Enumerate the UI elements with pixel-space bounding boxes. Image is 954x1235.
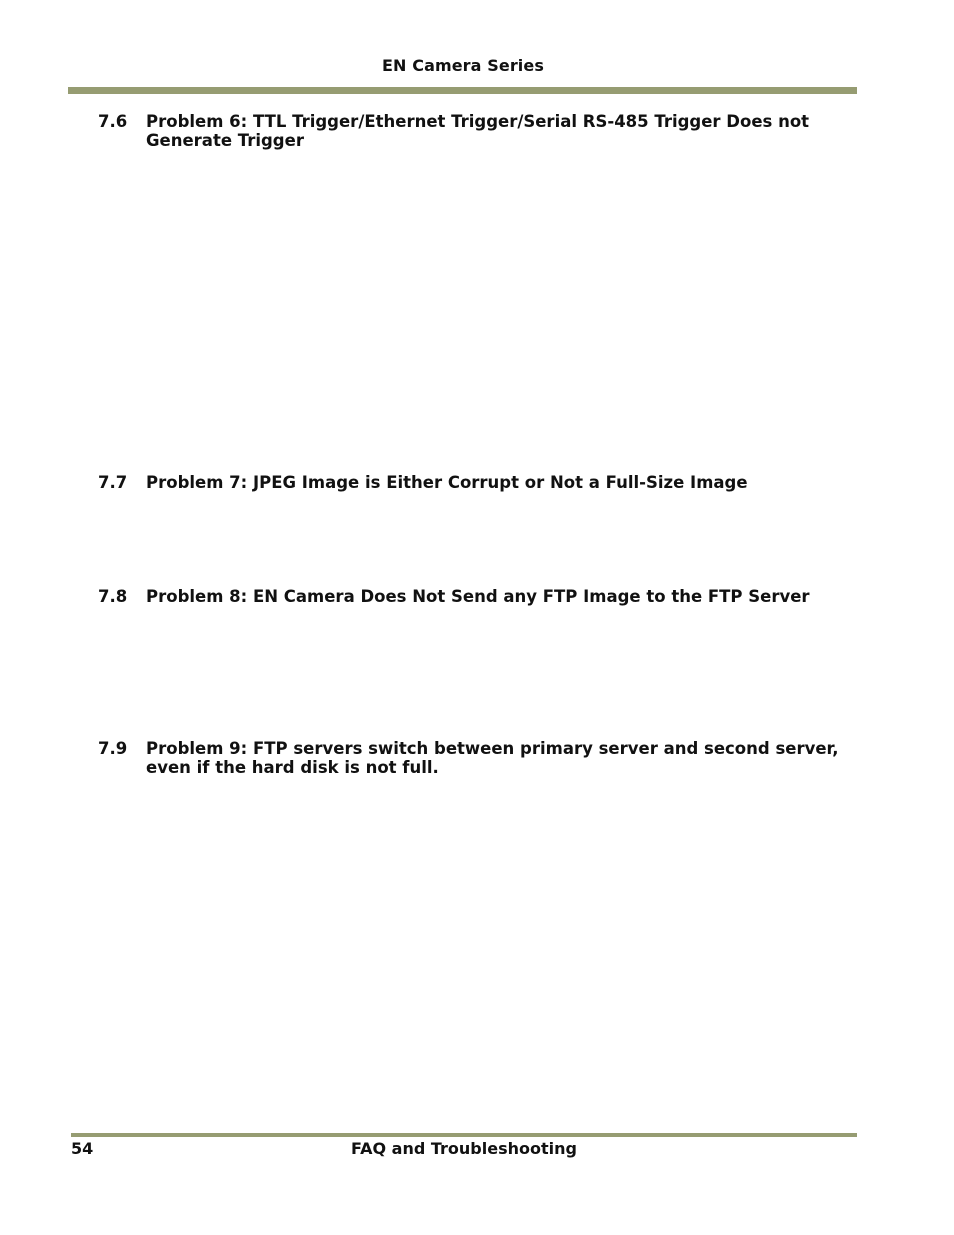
section-number: 7.6 — [98, 112, 128, 131]
section-7-9-heading — [98, 739, 858, 777]
section-7-8-heading — [98, 587, 858, 606]
section-title: Problem 9: FTP servers switch between primary server and second server, even if the hard disk is not full. — [146, 739, 839, 777]
section-7-6-heading — [98, 112, 858, 150]
footer-chapter-title: FAQ and Troubleshooting — [351, 1139, 577, 1158]
section-number: 7.9 — [98, 739, 128, 758]
section-number: 7.8 — [98, 587, 128, 606]
section-title: Problem 6: TTL Trigger/Ethernet Trigger/Serial RS-485 Trigger Does not Generate Trigger — [146, 112, 810, 150]
page-header-title: EN Camera Series — [382, 56, 544, 75]
section-7-7-heading — [98, 473, 858, 492]
section-number: 7.7 — [98, 473, 128, 492]
header-rule — [68, 87, 857, 94]
footer-page-number: 54 — [71, 1139, 94, 1158]
section-title: Problem 7: JPEG Image is Either Corrupt or Not a Full-Size Image — [146, 473, 748, 492]
footer-rule — [71, 1133, 857, 1137]
section-title: Problem 8: EN Camera Does Not Send any FTP Image to the FTP Server — [146, 587, 810, 606]
